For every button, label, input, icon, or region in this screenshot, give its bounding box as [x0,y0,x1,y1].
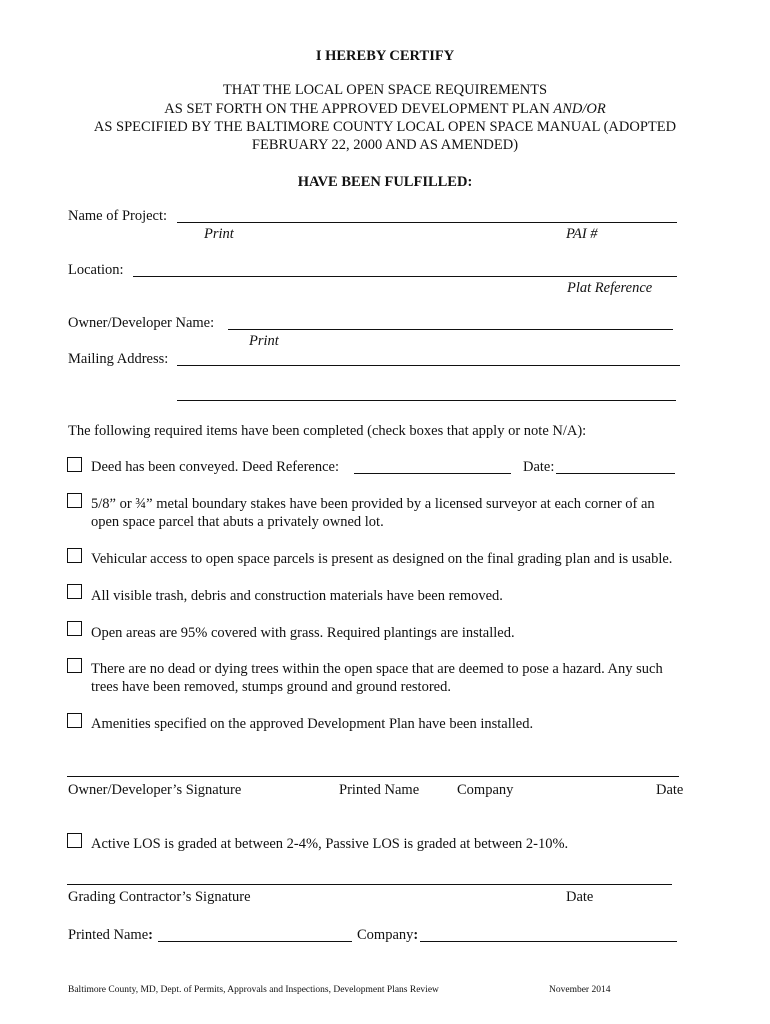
owner-printed-name-label: Printed Name [339,782,420,798]
owner-company-label: Company [457,782,514,798]
grading-signature-line[interactable] [67,884,672,885]
item-trees-line-1: There are no dead or dying trees within the open space that are deemed to pose a hazard. Any such [91,661,663,677]
grading-signature-label: Grading Contractor’s Signature [68,889,251,905]
plat-reference-hint: Plat Reference [567,280,653,296]
grading-company-label [357,927,418,944]
checkbox-amenities[interactable] [67,713,82,728]
checkbox-los-graded[interactable] [67,833,82,848]
owner-signature-line[interactable] [67,776,679,777]
deed-reference-field[interactable] [354,473,511,474]
grading-company-text: Company [357,927,414,943]
header-line-1: THAT THE LOCAL OPEN SPACE REQUIREMENTS [222,82,548,98]
project-field[interactable] [177,222,677,223]
owner-field[interactable] [228,329,673,330]
checkbox-hazard-trees[interactable] [67,658,82,673]
header-line-4: FEBRUARY 22, 2000 AND AS AMENDED) [251,137,519,153]
grading-printed-name-field[interactable] [158,941,352,942]
project-label: Name of Project: [68,208,168,224]
grading-printed-name-label [68,927,153,944]
grading-company-field[interactable] [420,941,677,942]
item-stakes-line-1: 5/8” or ¾” metal boundary stakes have been provided by a licensed surveyor at each corner of an [91,496,655,512]
item-trees-line-2: trees have been removed, stumps ground and ground restored. [91,679,451,695]
checklist-intro: The following required items have been completed (check boxes that apply or note N/A): [68,423,587,439]
deed-date-label: Date: [523,459,555,475]
fulfilled-heading: HAVE BEEN FULFILLED: [297,174,473,190]
checkbox-grass-covered[interactable] [67,621,82,636]
header-line-3: AS SPECIFIED BY THE BALTIMORE COUNTY LOCAL OPEN SPACE MANUAL (ADOPTED [93,119,677,135]
deed-date-field[interactable] [556,473,675,474]
checkbox-vehicular-access[interactable] [67,548,82,563]
owner-signature-label: Owner/Developer’s Signature [68,782,242,798]
owner-print-hint: Print [249,333,279,349]
location-field[interactable] [133,276,677,277]
project-print-hint: Print [204,226,234,242]
grading-date-label: Date [566,889,594,905]
item-amenities: Amenities specified on the approved Development Plan have been installed. [91,716,534,732]
grading-company-colon: : [413,927,419,943]
owner-label: Owner/Developer Name: [68,315,215,331]
item-stakes-line-2: open space parcel that abuts a privately owned lot. [91,514,384,530]
header-line-2 [0,101,770,118]
item-los-graded: Active LOS is graded at between 2-4%, Passive LOS is graded at between 2-10%. [91,836,569,852]
grading-printed-name-text: Printed Name [68,927,149,943]
checkbox-boundary-stakes[interactable] [67,493,82,508]
header-line-2-text: AS SET FORTH ON THE APPROVED DEVELOPMENT PLAN [164,101,554,117]
footer-department: Baltimore County, MD, Dept. of Permits, Approvals and Inspections, Development Plans Review [68,985,439,995]
item-vehicular-access: Vehicular access to open space parcels is present as designed on the final grading plan and is usable. [91,551,673,567]
item-grass-covered: Open areas are 95% covered with grass. Required plantings are installed. [91,625,515,641]
mailing-label: Mailing Address: [68,351,169,367]
footer-date: November 2014 [549,985,611,995]
grading-printed-name-colon: : [148,927,153,943]
project-pai-hint: PAI # [566,226,598,242]
location-label: Location: [68,262,124,278]
mailing-field-2[interactable] [177,400,676,401]
checkbox-deed[interactable] [67,457,82,472]
header-line-2-andor: AND/OR [553,101,606,117]
document-title: I HEREBY CERTIFY [315,48,455,64]
owner-date-label: Date [656,782,684,798]
checkbox-trash-removed[interactable] [67,584,82,599]
mailing-field-1[interactable] [177,365,680,366]
item-trash-removed: All visible trash, debris and construction materials have been removed. [91,588,503,604]
item-deed-text: Deed has been conveyed. Deed Reference: [91,459,339,475]
